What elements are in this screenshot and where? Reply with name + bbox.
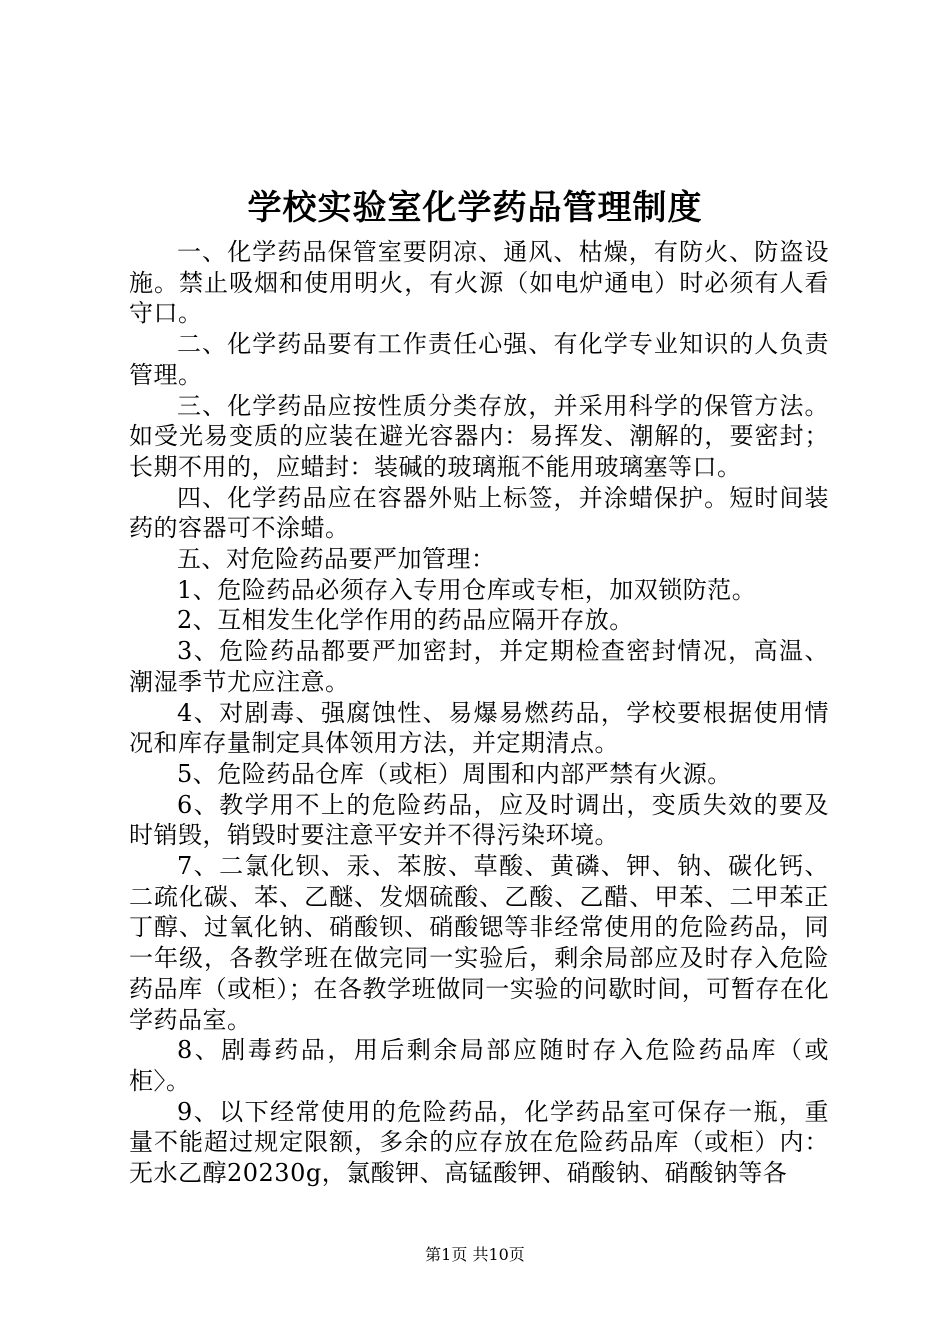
paragraph: 1、危险药品必须存入专用仓库或专柜，加双锁防范。: [177, 575, 757, 604]
document-body: [129, 237, 829, 1189]
paragraph: 5、危险药品仓库（或柜）周围和内部严禁有火源。: [177, 759, 732, 788]
paragraph: 3、危险药品都要严加密封，并定期检查密封情况，高温、潮湿季节尤应注意。: [129, 637, 829, 696]
document-title: 学校实验室化学药品管理制度: [247, 188, 703, 228]
paragraph: 四、化学药品应在容器外贴上标签，并涂蜡保护。短时间装药的容器可不涂蜡。: [129, 483, 829, 543]
page-footer: 第1页 共10页: [425, 1245, 525, 1264]
paragraph: 三、化学药品应按性质分类存放，并采用科学的保管方法。如受光易变质的应装在避光容器内：易挥发、潮解的，要密封；长期不用的，应蜡封：装碱的玻璃瓶不能用玻璃塞等口。: [129, 391, 829, 481]
paragraph: 7、二氯化钡、汞、苯胺、草酸、黄磷、钾、钠、碳化钙、二疏化碳、苯、乙醚、发烟硫酸、乙酸、乙醋、甲苯、二甲苯正丁醇、过氧化钠、硝酸钡、硝酸锶等非经常使用的危险药品，同一年级，各教学班在做完同一实验后，剩余局部应及时存入危险药品库（或柜）；在各教学班做同一实验的问歇时间，可暂存在化学药品室。: [129, 852, 829, 1034]
paragraph: 8、剧毒药品，用后剩余局部应随时存入危险药品库（或柜〉。: [129, 1036, 829, 1095]
paragraph: 五、对危险药品要严加管理：: [177, 545, 496, 574]
paragraph: 一、化学药品保管室要阴凉、通风、枯燥，有防火、防盗设施。禁止吸烟和使用明火，有火源（如电炉通电）时必须有人看守口。: [129, 238, 829, 328]
paragraph: 2、互相发生化学作用的药品应隔开存放。: [177, 606, 634, 635]
paragraph: 二、化学药品要有工作责任心强、有化学专业知识的人负责管理。: [129, 330, 829, 389]
paragraph: 4、对剧毒、强腐蚀性、易爆易燃药品，学校要根据使用情况和库存量制定具体领用方法，并定期清点。: [129, 698, 829, 758]
paragraph: 6、教学用不上的危险药品，应及时调出，变质失效的要及时销毁，销毁时要注意平安并不得污染环境。: [129, 790, 829, 850]
paragraph: 9、以下经常使用的危险药品，化学药品室可保存一瓶，重量不能超过规定限额，多余的应存放在危险药品库（或柜）内：无水乙醇20230g，氯酸钾、高锰酸钾、硝酸钠、硝酸钠等各: [129, 1097, 829, 1188]
